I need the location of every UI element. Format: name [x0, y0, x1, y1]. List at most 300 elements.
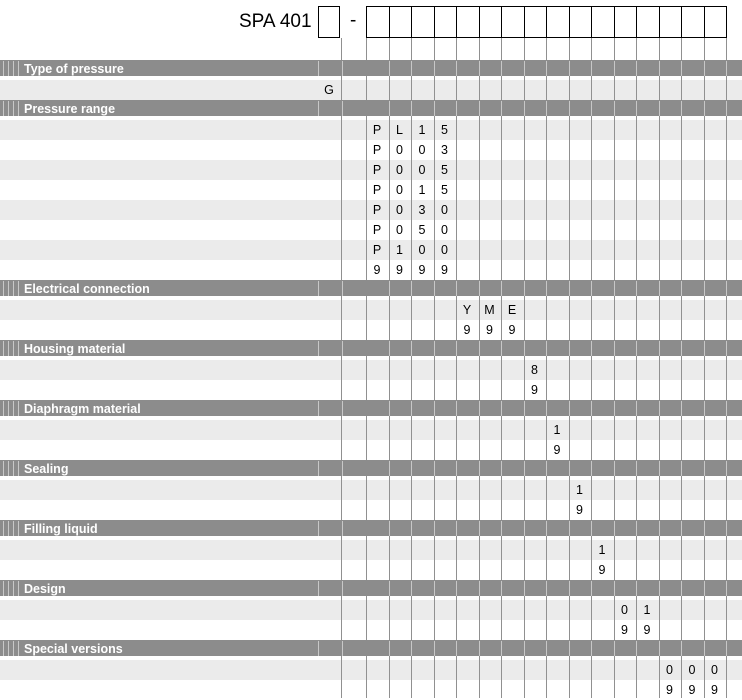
header-tick [636, 461, 637, 476]
header-tick [659, 61, 660, 76]
option-code: 9 [418, 263, 426, 277]
section-header-housing-material [0, 340, 742, 356]
code-box [591, 6, 615, 38]
header-tick [342, 61, 343, 76]
column-guide [636, 38, 637, 698]
code-box [524, 6, 548, 38]
header-tick [456, 341, 457, 356]
header-tick [3, 101, 4, 116]
header-tick [18, 61, 19, 76]
option-code: P [372, 123, 382, 137]
header-tick [659, 461, 660, 476]
column-guide [341, 38, 342, 698]
header-tick [8, 461, 9, 476]
header-tick [569, 281, 570, 296]
header-tick [636, 521, 637, 536]
header-tick [18, 641, 19, 656]
header-tick [456, 641, 457, 656]
column-guide [591, 38, 592, 698]
header-tick [456, 101, 457, 116]
section-header-pressure-range [0, 100, 742, 116]
header-tick [389, 281, 390, 296]
column-guide [659, 38, 660, 698]
header-tick [501, 401, 502, 416]
column-guide [614, 38, 615, 698]
column-guide [501, 38, 502, 698]
option-row [0, 660, 742, 680]
header-tick [591, 641, 592, 656]
header-tick [681, 101, 682, 116]
section-title: Filling liquid [24, 521, 98, 536]
header-tick [569, 101, 570, 116]
header-tick [659, 641, 660, 656]
option-code: Y [462, 303, 472, 317]
option-row [0, 540, 742, 560]
option-code: P [372, 143, 382, 157]
code-box [659, 6, 683, 38]
header-tick [479, 101, 480, 116]
header-tick [434, 521, 435, 536]
header-tick [591, 461, 592, 476]
header-tick [524, 461, 525, 476]
header-tick [13, 641, 14, 656]
header-tick [318, 581, 319, 596]
option-code: 5 [441, 163, 448, 177]
option-code: P [372, 203, 382, 217]
header-tick [569, 401, 570, 416]
header-tick [524, 641, 525, 656]
header-tick [636, 101, 637, 116]
header-tick [681, 61, 682, 76]
option-code: 0 [418, 143, 426, 157]
option-code: 0 [396, 223, 403, 237]
option-code: 9 [688, 683, 696, 697]
option-row [0, 480, 742, 500]
header-tick [342, 461, 343, 476]
header-tick [13, 101, 14, 116]
header-tick [434, 461, 435, 476]
section-title: Special versions [24, 641, 123, 656]
option-code: M [484, 303, 495, 317]
header-tick [659, 341, 660, 356]
header-tick [18, 461, 19, 476]
header-tick [411, 341, 412, 356]
header-tick [342, 521, 343, 536]
header-tick [681, 401, 682, 416]
header-tick [524, 101, 525, 116]
header-tick [636, 281, 637, 296]
header-tick [342, 641, 343, 656]
header-tick [13, 61, 14, 76]
column-guide [479, 38, 480, 698]
header-tick [614, 521, 615, 536]
header-tick [389, 61, 390, 76]
option-code: 9 [711, 683, 718, 697]
option-code: 1 [576, 483, 583, 497]
header-tick [569, 641, 570, 656]
column-guide [704, 38, 705, 698]
header-tick [591, 341, 592, 356]
code-box [636, 6, 660, 38]
option-code: 9 [553, 443, 561, 457]
header-tick [318, 101, 319, 116]
header-tick [681, 641, 682, 656]
header-tick [614, 641, 615, 656]
header-tick [342, 581, 343, 596]
header-tick [546, 641, 547, 656]
header-tick [659, 281, 660, 296]
header-tick [726, 61, 727, 76]
option-code: 1 [598, 543, 606, 557]
header-tick [18, 281, 19, 296]
header-tick [726, 401, 727, 416]
header-tick [411, 581, 412, 596]
header-tick [456, 461, 457, 476]
header-tick [18, 581, 19, 596]
header-tick [434, 581, 435, 596]
header-tick [546, 521, 547, 536]
header-tick [591, 61, 592, 76]
header-tick [704, 641, 705, 656]
option-code: 0 [666, 663, 673, 677]
option-code: 0 [396, 183, 403, 197]
header-tick [434, 101, 435, 116]
code-box [614, 6, 638, 38]
code-box [411, 6, 435, 38]
header-tick [524, 281, 525, 296]
header-tick [342, 281, 343, 296]
header-tick [569, 341, 570, 356]
option-code: P [372, 243, 382, 257]
header-tick [434, 341, 435, 356]
option-code: 3 [418, 203, 426, 217]
header-tick [434, 641, 435, 656]
header-tick [318, 641, 319, 656]
header-tick [3, 401, 4, 416]
header-tick [501, 281, 502, 296]
header-tick [614, 281, 615, 296]
header-tick [411, 461, 412, 476]
header-tick [524, 401, 525, 416]
header-tick [591, 281, 592, 296]
section-title: Type of pressure [24, 61, 124, 76]
header-tick [614, 61, 615, 76]
header-tick [3, 341, 4, 356]
option-row [0, 380, 742, 400]
code-separator: - [350, 10, 357, 31]
header-tick [524, 581, 525, 596]
header-tick [479, 581, 480, 596]
header-tick [614, 101, 615, 116]
column-guide [681, 38, 682, 698]
option-row [0, 560, 742, 580]
column-guide [726, 38, 727, 698]
header-tick [591, 101, 592, 116]
header-tick [13, 401, 14, 416]
header-tick [546, 281, 547, 296]
header-tick [591, 521, 592, 536]
option-code: P [372, 163, 382, 177]
header-tick [726, 521, 727, 536]
option-code: 9 [508, 323, 516, 337]
header-tick [479, 461, 480, 476]
option-code: 0 [418, 163, 426, 177]
option-code: 0 [711, 663, 718, 677]
header-tick [479, 641, 480, 656]
option-code: 0 [441, 203, 448, 217]
header-tick [18, 401, 19, 416]
header-tick [681, 581, 682, 596]
header-tick [501, 641, 502, 656]
code-box [434, 6, 458, 38]
option-code: L [396, 123, 403, 137]
header-tick [479, 401, 480, 416]
option-code: 8 [531, 363, 538, 377]
option-code: 1 [396, 243, 403, 257]
header-tick [479, 341, 480, 356]
column-guide [546, 38, 547, 698]
header-tick [13, 341, 14, 356]
header-tick [636, 641, 637, 656]
header-tick [3, 641, 4, 656]
header-tick [3, 461, 4, 476]
header-tick [726, 101, 727, 116]
header-tick [546, 341, 547, 356]
header-tick [704, 101, 705, 116]
code-box [366, 6, 390, 38]
code-box-type [318, 6, 340, 38]
header-tick [636, 61, 637, 76]
code-box [501, 6, 525, 38]
option-code: 9 [441, 263, 448, 277]
option-code: 1 [643, 603, 651, 617]
header-tick [13, 521, 14, 536]
option-code: 0 [396, 143, 403, 157]
header-tick [411, 521, 412, 536]
header-tick [501, 461, 502, 476]
header-tick [524, 521, 525, 536]
code-box [479, 6, 503, 38]
option-code: P [372, 223, 382, 237]
header-tick [704, 281, 705, 296]
header-tick [501, 581, 502, 596]
header-tick [8, 61, 9, 76]
header-tick [434, 61, 435, 76]
header-tick [389, 401, 390, 416]
header-tick [456, 521, 457, 536]
option-code: 9 [486, 323, 493, 337]
header-tick [501, 61, 502, 76]
header-tick [546, 581, 547, 596]
header-tick [704, 61, 705, 76]
header-tick [318, 341, 319, 356]
section-header-filling-liquid [0, 520, 742, 536]
section-title: Diaphragm material [24, 401, 141, 416]
option-code: 9 [531, 383, 538, 397]
header-tick [456, 581, 457, 596]
option-code: 0 [621, 603, 628, 617]
header-tick [479, 61, 480, 76]
header-tick [456, 61, 457, 76]
section-title: Pressure range [24, 101, 116, 116]
model-name: SPA 401 [239, 11, 312, 32]
header-tick [479, 521, 480, 536]
code-box [389, 6, 413, 38]
header-tick [636, 341, 637, 356]
option-code: 5 [418, 223, 426, 237]
column-guide [569, 38, 570, 698]
section-header-sealing [0, 460, 742, 476]
header-tick [524, 61, 525, 76]
header-tick [681, 521, 682, 536]
header-tick [18, 101, 19, 116]
header-tick [546, 101, 547, 116]
header-tick [726, 461, 727, 476]
option-code: 9 [643, 623, 651, 637]
option-row [0, 680, 742, 700]
header-tick [434, 281, 435, 296]
header-tick [13, 281, 14, 296]
header-tick [8, 101, 9, 116]
header-tick [591, 581, 592, 596]
header-tick [546, 461, 547, 476]
header-tick [636, 401, 637, 416]
code-box [681, 6, 705, 38]
header-tick [501, 341, 502, 356]
header-tick [3, 581, 4, 596]
header-tick [636, 581, 637, 596]
header-tick [411, 281, 412, 296]
header-tick [13, 581, 14, 596]
section-header-design [0, 580, 742, 596]
option-code: 0 [441, 243, 448, 257]
header-tick [704, 341, 705, 356]
option-code: 9 [463, 323, 471, 337]
header-tick [726, 341, 727, 356]
header-tick [389, 101, 390, 116]
header-tick [3, 521, 4, 536]
header-tick [546, 401, 547, 416]
header-tick [8, 341, 9, 356]
header-tick [704, 521, 705, 536]
header-tick [614, 461, 615, 476]
header-tick [704, 581, 705, 596]
header-tick [411, 401, 412, 416]
header-tick [434, 401, 435, 416]
option-code: 5 [441, 183, 448, 197]
header-tick [569, 521, 570, 536]
header-tick [659, 101, 660, 116]
header-tick [3, 281, 4, 296]
header-tick [389, 341, 390, 356]
column-guide [456, 38, 457, 698]
header-tick [524, 341, 525, 356]
option-code: P [372, 183, 382, 197]
header-tick [681, 341, 682, 356]
section-header-type-of-pressure [0, 60, 742, 76]
header-tick [704, 461, 705, 476]
header-tick [318, 521, 319, 536]
option-code: G [324, 83, 334, 97]
option-row [0, 320, 742, 340]
header-tick [3, 61, 4, 76]
header-tick [318, 461, 319, 476]
header-tick [614, 401, 615, 416]
header-tick [8, 401, 9, 416]
header-tick [18, 341, 19, 356]
option-row [0, 500, 742, 520]
option-code: 1 [418, 123, 426, 137]
section-title: Design [24, 581, 66, 596]
header-tick [456, 401, 457, 416]
header-tick [342, 101, 343, 116]
option-code: 9 [621, 623, 628, 637]
code-box [704, 6, 728, 38]
header-tick [569, 581, 570, 596]
header-tick [411, 641, 412, 656]
option-code: 1 [553, 423, 561, 437]
option-code: 3 [441, 143, 448, 157]
header-tick [659, 521, 660, 536]
header-tick [389, 641, 390, 656]
header-tick [8, 581, 9, 596]
header-tick [726, 581, 727, 596]
section-header-electrical-connection [0, 280, 742, 296]
header-tick [389, 521, 390, 536]
header-tick [479, 281, 480, 296]
header-tick [501, 521, 502, 536]
option-row [0, 360, 742, 380]
header-tick [8, 281, 9, 296]
option-row [0, 80, 742, 100]
option-code: 5 [441, 123, 448, 137]
section-title: Sealing [24, 461, 69, 476]
header-tick [411, 61, 412, 76]
header-tick [389, 581, 390, 596]
header-tick [681, 461, 682, 476]
section-title: Housing material [24, 341, 126, 356]
code-box [569, 6, 593, 38]
header-tick [659, 401, 660, 416]
option-row [0, 440, 742, 460]
header-tick [569, 61, 570, 76]
header-tick [318, 401, 319, 416]
header-tick [411, 101, 412, 116]
option-code: 0 [418, 243, 426, 257]
option-code: 9 [576, 503, 583, 517]
header-tick [389, 461, 390, 476]
header-tick [569, 461, 570, 476]
header-tick [614, 341, 615, 356]
option-code: 9 [396, 263, 403, 277]
option-code: 0 [688, 663, 696, 677]
header-tick [456, 281, 457, 296]
section-header-special-versions [0, 640, 742, 656]
code-box [456, 6, 480, 38]
header-tick [681, 281, 682, 296]
header-tick [318, 281, 319, 296]
option-row [0, 300, 742, 320]
option-code: 0 [441, 223, 448, 237]
header-tick [614, 581, 615, 596]
option-code: E [507, 303, 517, 317]
option-row [0, 420, 742, 440]
option-code: 9 [666, 683, 673, 697]
header-tick [591, 401, 592, 416]
header-tick [501, 101, 502, 116]
option-code: 9 [598, 563, 606, 577]
header-tick [704, 401, 705, 416]
